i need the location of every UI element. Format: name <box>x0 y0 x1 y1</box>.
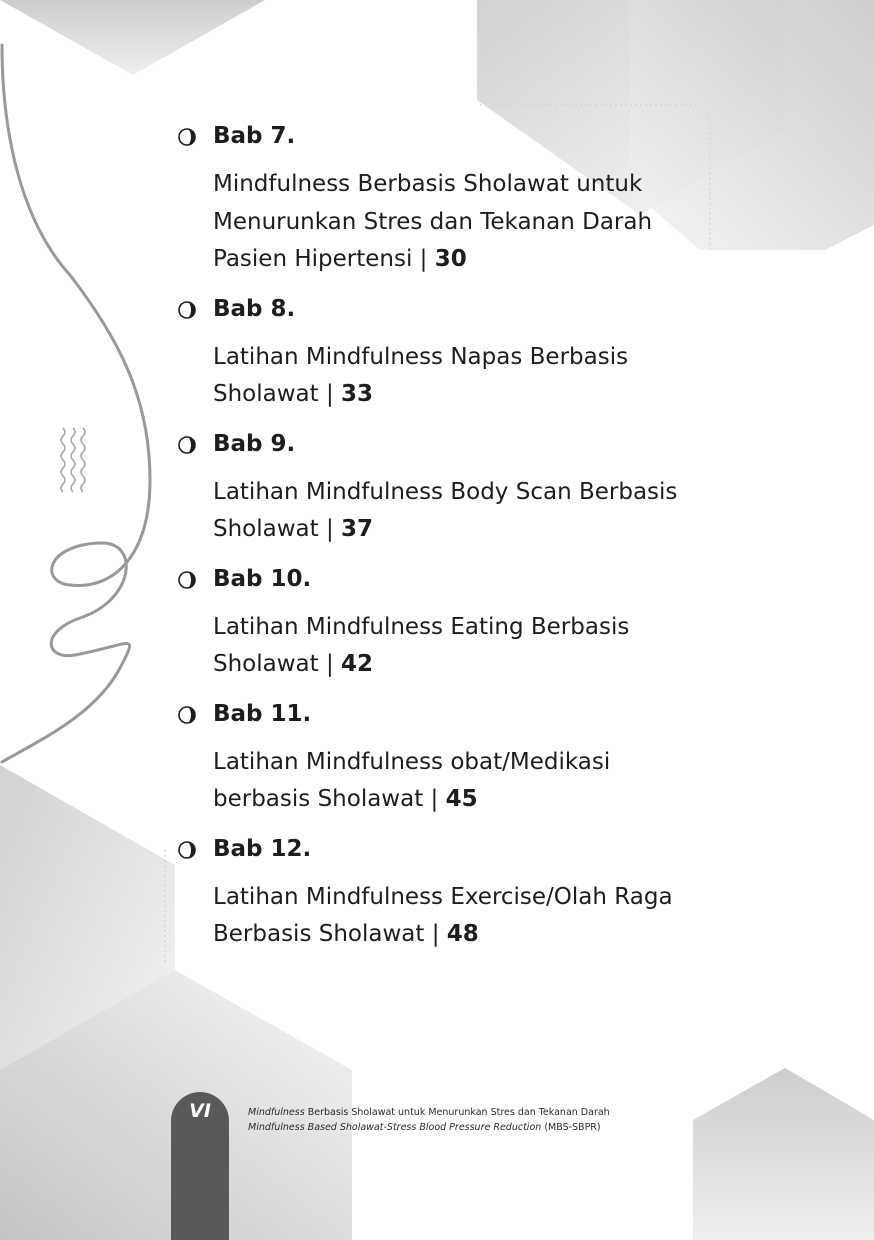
chapter-title-line: Mindfulness Berbasis Sholawat untuk <box>213 171 643 197</box>
separator: | <box>325 651 334 677</box>
circle-bullet-icon <box>178 436 196 454</box>
separator: | <box>325 516 334 542</box>
running-footer <box>248 1105 610 1135</box>
chapter-heading <box>178 559 718 599</box>
circle-bullet-icon <box>178 706 196 724</box>
chapter-title <box>178 166 718 279</box>
chapter-label: Bab 7. <box>213 123 296 149</box>
table-of-contents <box>178 116 718 964</box>
chapter-label: Bab 8. <box>213 295 296 322</box>
circle-bullet-icon <box>178 571 196 589</box>
chapter-title <box>178 879 718 954</box>
page-number-ref: 33 <box>341 381 374 407</box>
chapter-title-line: Berbasis Sholawat <box>213 921 425 947</box>
footer-line-2 <box>248 1120 610 1135</box>
chapter-heading <box>178 829 718 869</box>
chapter-title-line: Pasien Hipertensi <box>213 246 413 272</box>
page-number-ref: 37 <box>341 516 374 542</box>
chapter-title-line: Latihan Mindfulness Eating Berbasis <box>213 613 630 640</box>
footer-italic-text: Mindfulness Based Sholawat-Stress Blood Pressure Reduction <box>248 1122 542 1133</box>
chapter-title-line: Latihan Mindfulness Exercise/Olah Raga <box>213 883 673 910</box>
chapter-title <box>178 609 718 684</box>
chapter-title <box>178 339 718 414</box>
toc-entry-bab-11[interactable] <box>178 694 718 819</box>
chapter-heading <box>178 289 718 329</box>
toc-entry-bab-10[interactable] <box>178 559 718 684</box>
chapter-title <box>178 744 718 819</box>
page-number: VI <box>189 1100 211 1122</box>
chapter-heading <box>178 694 718 734</box>
wavy-lines-decoration <box>61 428 85 492</box>
page-number-ref: 42 <box>341 651 374 677</box>
toc-entry-bab-7[interactable] <box>178 116 718 279</box>
chapter-title-line: Sholawat <box>213 516 319 542</box>
circle-bullet-icon <box>178 128 196 146</box>
decorative-swirl <box>2 45 150 762</box>
chapter-label: Bab 11. <box>213 700 312 727</box>
circle-bullet-icon <box>178 301 196 319</box>
chapter-title-line: Sholawat <box>213 651 319 677</box>
footer-line-1 <box>248 1105 610 1120</box>
separator: | <box>419 246 428 272</box>
page-number-ref: 45 <box>445 786 478 812</box>
footer-text: Berbasis Sholawat untuk Menurunkan Stres dan Tekanan Darah <box>307 1107 610 1118</box>
chapter-label: Bab 10. <box>213 565 312 592</box>
chapter-heading <box>178 424 718 464</box>
hexagon-bottom-right <box>693 1068 874 1240</box>
footer-text: (MBS-SBPR) <box>544 1122 601 1133</box>
page-number-ref: 48 <box>446 921 479 947</box>
chapter-title-line: Menurunkan Stres dan Tekanan Darah <box>213 208 653 235</box>
page-number-ref: 30 <box>434 246 467 272</box>
chapter-title-line: Latihan Mindfulness Body Scan Berbasis <box>213 478 678 505</box>
toc-entry-bab-12[interactable] <box>178 829 718 954</box>
chapter-title-line: Latihan Mindfulness Napas Berbasis <box>213 343 629 370</box>
separator: | <box>430 786 439 812</box>
hexagon-top-left <box>0 0 265 75</box>
chapter-heading <box>178 116 718 156</box>
circle-bullet-icon <box>178 841 196 859</box>
footer-italic-text: Mindfulness <box>248 1107 305 1118</box>
separator: | <box>431 921 440 947</box>
chapter-title-line: Latihan Mindfulness obat/Medikasi <box>213 748 611 775</box>
chapter-title-line: berbasis Sholawat <box>213 786 424 812</box>
toc-entry-bab-8[interactable] <box>178 289 718 414</box>
chapter-label: Bab 9. <box>213 430 296 457</box>
chapter-label: Bab 12. <box>213 835 312 862</box>
chapter-title-line: Sholawat <box>213 381 319 407</box>
page-number-tab <box>171 1092 229 1240</box>
toc-entry-bab-9[interactable] <box>178 424 718 549</box>
separator: | <box>325 381 334 407</box>
chapter-title <box>178 474 718 549</box>
